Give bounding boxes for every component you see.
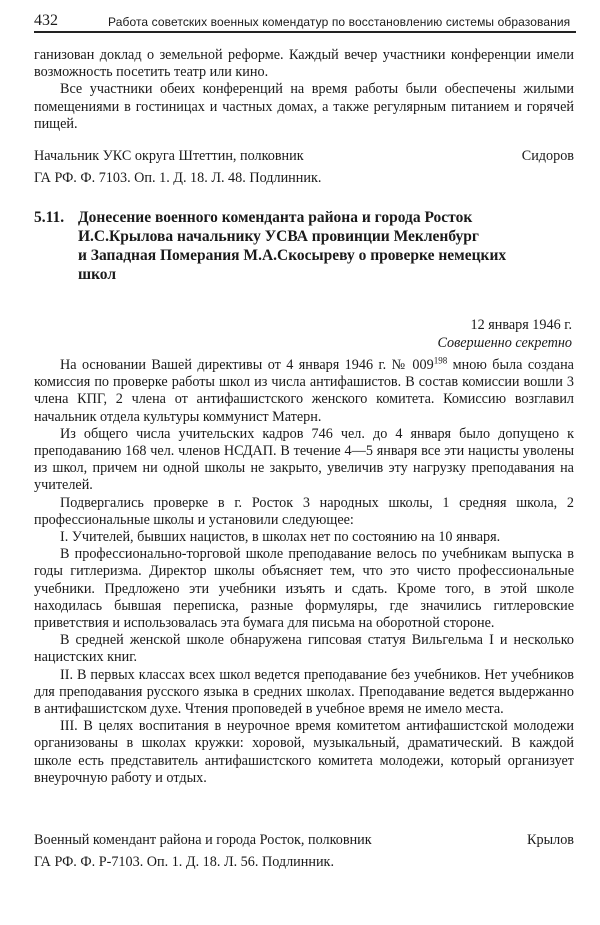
archive-source: ГА РФ. Ф. 7103. Оп. 1. Д. 18. Л. 48. Подлинник.: [34, 170, 322, 186]
page-number: 432: [34, 12, 58, 29]
paragraph: Из общего числа учительских кадров 746 чел. до 4 января было допущено к преподаванию 168 чел. членов НСДАП. В течение 4—5 января все эти нацисты уволены из школ, причем ни одной школы не закрыто, увеличив эту нагрузку преподавания на учителей.: [34, 425, 574, 494]
archive-source: ГА РФ. Ф. Р-7103. Оп. 1. Д. 18. Л. 56. Подлинник.: [34, 854, 334, 870]
document-number: 5.11.: [34, 209, 65, 226]
running-title: Работа советских военных комендатур по восстановлению системы образования: [108, 15, 571, 29]
title-line: И.С.Крылова начальнику УСВА провинции Мекленбург: [78, 228, 479, 245]
previous-document-text: [34, 47, 574, 133]
header-rule: [34, 31, 576, 33]
classification-stamp: Совершенно секретно: [437, 335, 572, 351]
paragraph-text: На основании Вашей директивы от 4 января 1946 г. № 009: [60, 357, 434, 373]
title-line: и Западная Померания М.А.Скосыреву о проверке немецких: [78, 247, 507, 264]
signature-name: Крылов: [527, 832, 574, 848]
paragraph: Подвергались проверке в г. Росток 3 народных школы, 1 средняя школа, 2 профессиональные школы и установили следующее:: [34, 494, 574, 528]
document-title: [34, 208, 574, 284]
paragraph: II. В первых классах всех школ ведется преподавание без учебников. Нет учебников для преподавания русского языка в средних школах. Преподавание ведется выдержанно в антифашистском духе. Чтения проповедей в учебное время не имело места.: [34, 666, 574, 718]
paragraph: [34, 357, 574, 426]
document-date: 12 января 1946 г.: [470, 317, 572, 333]
document-signature: [34, 832, 574, 850]
document-body: [34, 357, 574, 787]
paragraph: В средней женской школе обнаружена гипсовая статуя Вильгельма I и несколько нацистских книг.: [34, 632, 574, 666]
previous-signature: [34, 148, 574, 166]
footnote-ref: 198: [433, 355, 448, 366]
paragraph: ганизован доклад о земельной реформе. Каждый вечер участники конференции имели возможность посетить театр или кино.: [34, 47, 574, 81]
paragraph: III. В целях воспитания в неурочное время комитетом антифашистской молодежи организованы в школах кружки: хоровой, музыкальный, драматический. В каждой школе есть представитель антифашистского комитета молодежи, который организует внеурочную работу и отдых.: [34, 718, 574, 786]
signature-title: Военный комендант района и города Росток, полковник: [34, 832, 372, 848]
paragraph: Все участники обеих конференций на время работы были обеспечены жилыми помещениями в гостиницах и частных домах, а также регулярным питанием и горячей пищей.: [34, 81, 574, 132]
signature-title: Начальник УКС округа Штеттин, полковник: [34, 148, 304, 164]
paragraph: В профессионально-торговой школе преподавание велось по учебникам выпуска в годы гитлеризма. Директор школы объясняет тем, что это чисто профессиональные учебники. Предложено эти учебники изъять и сдать. Кроме того, в этой школе находилась бывшая переписка, разные формуляры, где значились гитлеровские приветствия и использовалась эта бумага для письма на оборотной стороне.: [34, 546, 574, 632]
page-header: [34, 10, 576, 32]
title-line: Донесение военного коменданта района и города Росток: [78, 209, 473, 226]
title-line: школ: [78, 266, 117, 283]
paragraph-text: мною была создана комиссия по проверке работы школ из числа антифашистов. В состав комиссии вошли 3 члена КПГ, 2 члена от антифашистского женского комитета. Комиссию возглавил начальник отдела культуры коммунист Матерн.: [34, 357, 574, 425]
paragraph: I. Учителей, бывших нацистов, в школах нет по состоянию на 10 января.: [60, 529, 501, 546]
signature-name: Сидоров: [521, 148, 574, 164]
